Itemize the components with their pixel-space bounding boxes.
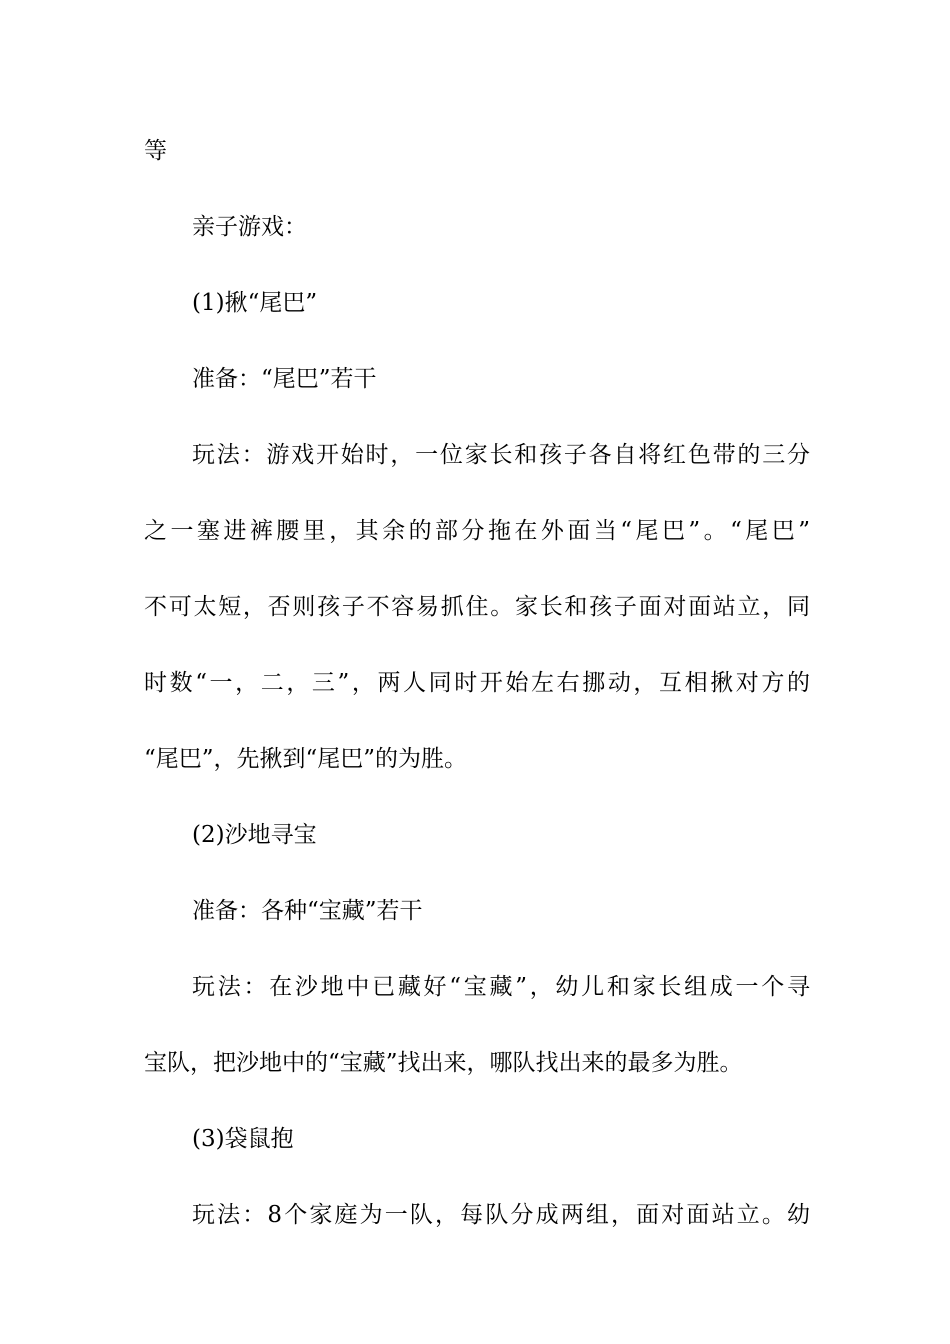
paragraph-line: “尾巴”，先揪到“尾巴”的为胜。 (144, 746, 468, 772)
section-heading: 亲子游戏： (192, 214, 307, 240)
preparation-line: 准备：“尾巴”若干 (192, 366, 377, 392)
preparation-line: 准备：各种“宝藏”若干 (192, 898, 423, 924)
paragraph-line: 不可太短，否则孩子不容易抓住。家长和孩子面对面站立，同 (144, 594, 810, 620)
paragraph-line: 玩法：游戏开始时，一位家长和孩子各自将红色带的三分 (192, 442, 810, 468)
text-line: 等 (144, 138, 167, 164)
paragraph-line: 宝队，把沙地中的“宝藏”找出来，哪队找出来的最多为胜。 (144, 1050, 743, 1076)
paragraph-line: 玩法：8个家庭为一队，每队分成两组，面对面站立。幼 (192, 1202, 810, 1228)
game-title: (1)揪“尾巴” (192, 290, 318, 316)
paragraph-line: 之一塞进裤腰里，其余的部分拖在外面当“尾巴”。“尾巴” (144, 518, 810, 544)
game-title: (2)沙地寻宝 (192, 822, 317, 848)
paragraph-line: 玩法：在沙地中已藏好“宝藏”，幼儿和家长组成一个寻 (192, 974, 810, 1000)
paragraph-line: 时数“一，二，三”，两人同时开始左右挪动，互相揪对方的 (144, 670, 810, 696)
game-title: (3)袋鼠抱 (192, 1126, 294, 1152)
